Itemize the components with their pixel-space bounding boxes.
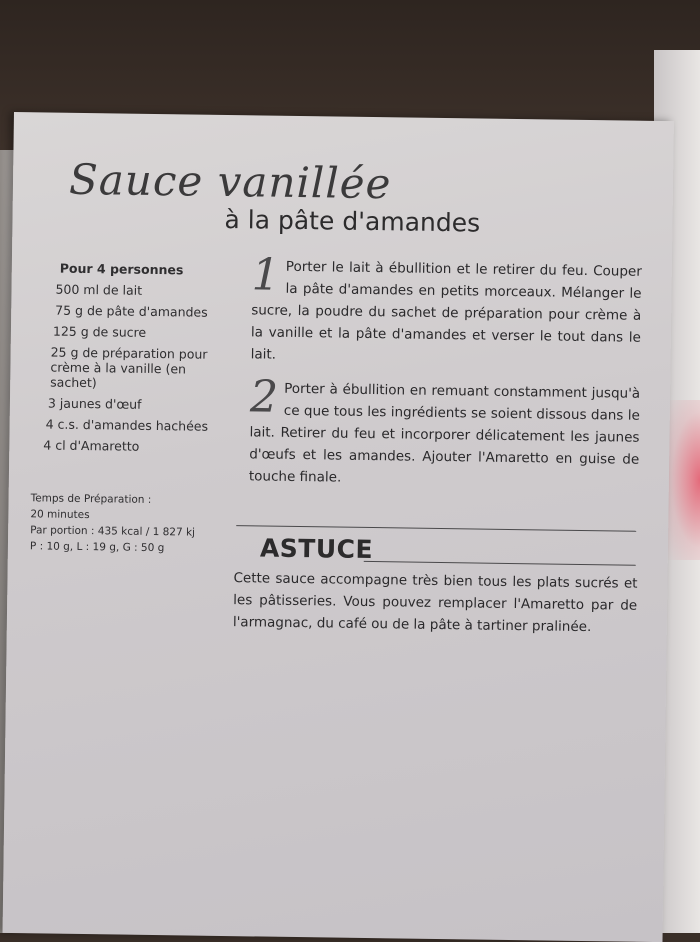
per-portion: Par portion : 435 kcal / 1 827 kj	[30, 524, 196, 539]
step-1	[250, 249, 642, 370]
tip-rule-top	[236, 525, 636, 532]
pink-object	[666, 400, 700, 560]
ingredient-item: 4 cl d'Amaretto	[43, 437, 140, 454]
ingredient-item: 125 g de sucre	[52, 323, 147, 340]
step-number: 2	[249, 371, 279, 423]
ingredient-item: 75 g de pâte d'amandes	[55, 302, 208, 320]
ingredient-item: 4 c.s. d'amandes hachées	[45, 416, 209, 434]
recipe-title-sub: à la pâte d'amandes	[224, 204, 481, 238]
tip-text: Cette sauce accompagne très bien tous les plats sucrés et les pâtisseries. Vous pouvez remplacer l'Amaretto par de l'armagnac, du café ou de la pâte à tartiner pralinée.	[232, 570, 638, 636]
macros: P : 10 g, L : 19 g, G : 50 g	[29, 540, 165, 555]
step-text: Porter le lait à ébullition et le retirer du feu. Couper la pâte d'amandes en petits morceaux. Mélanger le sucre, la poudre du sachet de préparation pour crème à la vanille et la pâte d'amandes et verser le tout dans le lait.	[250, 258, 642, 363]
prep-label: Temps de Préparation :	[30, 492, 152, 506]
step-text: Porter à ébullition en remuant constamment jusqu'à ce que tous les ingrédients se soient dissous dans le lait. Retirer du feu et incorporer délicatement les jaunes d'œufs et les amandes. Ajouter l'Amaretto en guise de touche finale.	[248, 380, 641, 486]
ingredient-item: 500 ml de lait	[55, 281, 143, 298]
prep-time: 20 minutes	[30, 508, 90, 522]
recipe-title-script: Sauce vanillée	[68, 154, 392, 209]
ingredient-item: 25 g de préparation pour crème à la vanille (en sachet)	[50, 344, 208, 391]
book-page	[3, 112, 674, 942]
ingredients-list	[43, 260, 236, 461]
nutrition-info	[30, 490, 231, 557]
step-2	[248, 371, 641, 492]
tip-title: ASTUCE	[259, 533, 374, 565]
ingredient-item: 3 jaunes d'œuf	[47, 395, 142, 412]
step-number: 1	[251, 249, 281, 301]
tip-rule-bottom	[364, 561, 636, 566]
servings: Pour 4 personnes	[59, 260, 184, 278]
